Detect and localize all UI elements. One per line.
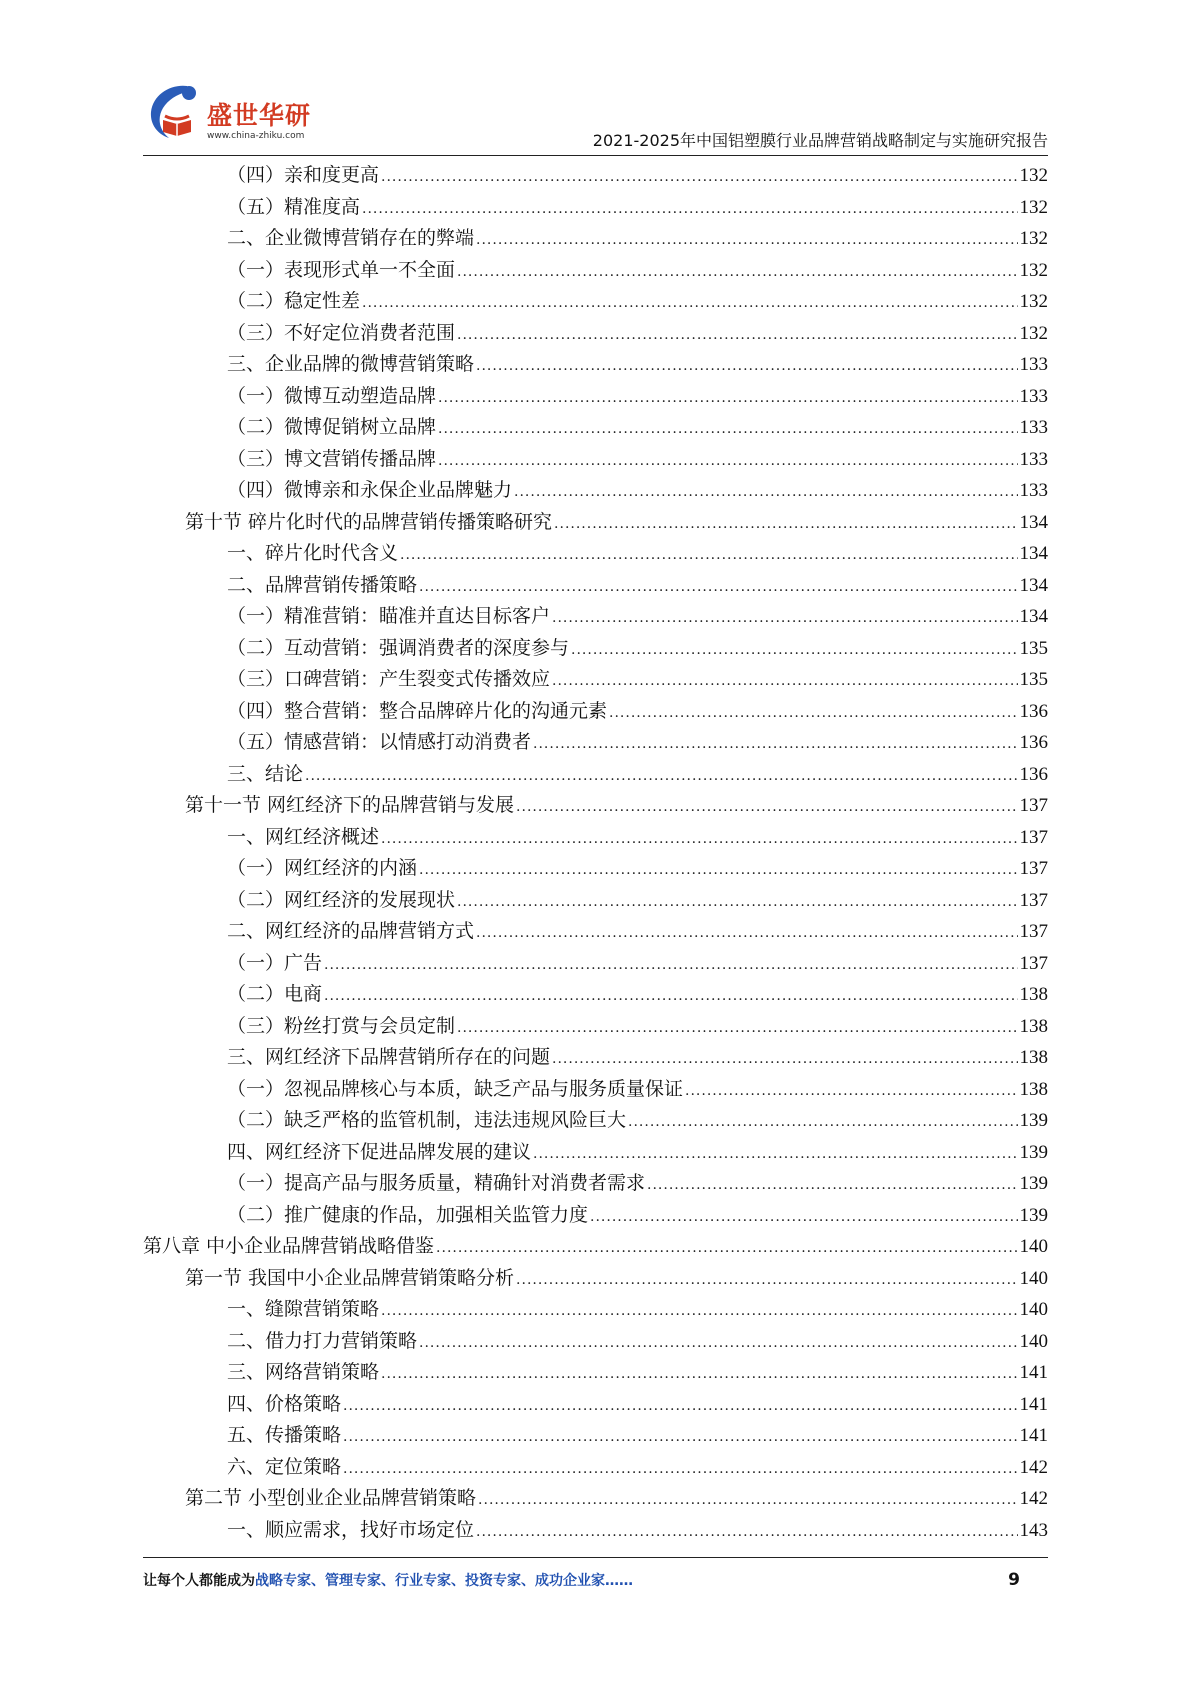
- toc-entry-title: 第一节 我国中小企业品牌营销策略分析: [185, 1266, 515, 1289]
- toc-entry[interactable]: [143, 664, 1048, 696]
- toc-entry[interactable]: [143, 916, 1048, 948]
- toc-leader-dots: [609, 696, 1017, 728]
- toc-entry-page: 134: [1019, 543, 1048, 564]
- toc-entry-page: 137: [1019, 921, 1048, 942]
- toc-entry[interactable]: [143, 1231, 1048, 1263]
- toc-entry-page: 135: [1019, 637, 1048, 659]
- toc-entry[interactable]: [143, 1294, 1048, 1326]
- toc-entry[interactable]: [143, 1042, 1048, 1074]
- toc-entry-page: 133: [1019, 417, 1048, 438]
- toc-entry-title: 四、网红经济下促进品牌发展的建议: [227, 1140, 532, 1163]
- toc-entry-title: （二）推广健康的作品，加强相关监管力度: [227, 1203, 589, 1226]
- toc-leader-dots: [457, 885, 1017, 917]
- company-logo: [143, 78, 323, 148]
- toc-leader-dots: [533, 727, 1017, 759]
- toc-entry[interactable]: [143, 570, 1048, 602]
- toc-entry-page: 139: [1019, 1141, 1048, 1163]
- toc-entry-title: （五）情感营销：以情感打动消费者: [227, 731, 532, 753]
- toc-entry-title: （一）忽视品牌核心与本质，缺乏产品与服务质量保证: [227, 1077, 684, 1100]
- toc-leader-dots: [400, 538, 1017, 570]
- toc-entry-page: 138: [1019, 1047, 1048, 1068]
- toc-entry-title: 二、借力打力营销策略: [227, 1329, 418, 1352]
- toc-entry-title: 一、网红经济概述: [227, 825, 380, 848]
- toc-entry[interactable]: [143, 255, 1048, 287]
- document-title: 2021-2025年中国铝塑膜行业品牌营销战略制定与实施研究报告: [592, 131, 1048, 150]
- footer-divider: [143, 1557, 1048, 1558]
- toc-entry[interactable]: [143, 633, 1048, 665]
- toc-entry-page: 143: [1019, 1519, 1048, 1541]
- toc-entry-page: 140: [1019, 1236, 1048, 1257]
- toc-entry[interactable]: [143, 223, 1048, 255]
- toc-leader-dots: [438, 412, 1017, 444]
- toc-entry-title: （一）网红经济的内涵: [227, 857, 418, 879]
- toc-entry-page: 136: [1019, 732, 1048, 753]
- toc-leader-dots: [381, 1357, 1017, 1389]
- toc-entry-title: （五）精准度高: [227, 195, 361, 218]
- toc-leader-dots: [554, 507, 1017, 539]
- toc-entry[interactable]: [143, 475, 1048, 507]
- toc-entry-page: 135: [1019, 669, 1048, 690]
- toc-entry[interactable]: [143, 790, 1048, 822]
- toc-entry-title: （三）不好定位消费者范围: [227, 321, 456, 344]
- toc-leader-dots: [362, 192, 1017, 224]
- toc-entry[interactable]: [143, 1515, 1048, 1547]
- toc-entry-title: （三）粉丝打赏与会员定制: [227, 1014, 456, 1037]
- toc-entry-page: 140: [1019, 1267, 1048, 1289]
- toc-entry-title: 三、网红经济下品牌营销所存在的问题: [227, 1046, 551, 1068]
- toc-entry-page: 139: [1019, 1110, 1048, 1131]
- toc-entry-page: 133: [1019, 448, 1048, 470]
- toc-entry-page: 141: [1019, 1425, 1048, 1446]
- toc-entry-title: 三、企业品牌的微博营销策略: [227, 353, 475, 375]
- toc-leader-dots: [457, 255, 1017, 287]
- toc-entry[interactable]: [143, 1357, 1048, 1389]
- toc-entry[interactable]: [143, 192, 1048, 224]
- toc-leader-dots: [516, 1263, 1017, 1295]
- toc-entry-title: 第十一节 网红经济下的品牌营销与发展: [185, 794, 515, 816]
- toc-entry-title: （二）电商: [227, 983, 323, 1005]
- toc-entry-title: 五、传播策略: [227, 1424, 342, 1446]
- logo-url: www.china-zhiku.com: [207, 131, 305, 141]
- toc-entry[interactable]: [143, 1168, 1048, 1200]
- toc-entry-title: （二）网红经济的发展现状: [227, 888, 456, 911]
- toc-entry-page: 137: [1019, 952, 1048, 974]
- toc-leader-dots: [590, 1200, 1017, 1232]
- toc-entry[interactable]: [143, 759, 1048, 791]
- toc-entry-page: 142: [1019, 1456, 1048, 1478]
- toc-leader-dots: [343, 1452, 1017, 1484]
- footer-slogan-highlight: 战略专家、管理专家、行业专家、投资专家、成功企业家……: [255, 1573, 633, 1589]
- toc-entry[interactable]: [143, 1011, 1048, 1043]
- toc-entry-title: 第八章 中小企业品牌营销战略借鉴: [143, 1235, 435, 1257]
- toc-entry-title: （一）广告: [227, 951, 323, 974]
- header-divider: [143, 155, 1048, 156]
- toc-leader-dots: [514, 475, 1017, 507]
- toc-leader-dots: [552, 1042, 1017, 1074]
- toc-entry-page: 140: [1019, 1330, 1048, 1352]
- toc-entry-title: （一）提高产品与服务质量，精确针对消费者需求: [227, 1172, 646, 1194]
- toc-leader-dots: [476, 1515, 1017, 1547]
- toc-entry-page: 138: [1019, 1078, 1048, 1100]
- toc-leader-dots: [438, 381, 1017, 413]
- toc-entry-page: 142: [1019, 1488, 1048, 1509]
- toc-entry[interactable]: [143, 601, 1048, 633]
- toc-entry-page: 139: [1019, 1204, 1048, 1226]
- toc-entry[interactable]: [143, 349, 1048, 381]
- toc-entry-page: 133: [1019, 354, 1048, 375]
- toc-entry[interactable]: [143, 1200, 1048, 1232]
- toc-entry-page: 137: [1019, 795, 1048, 816]
- toc-entry[interactable]: [143, 1452, 1048, 1484]
- toc-leader-dots: [362, 286, 1017, 318]
- toc-entry-page: 133: [1019, 480, 1048, 501]
- toc-leader-dots: [685, 1074, 1017, 1106]
- toc-leader-dots: [438, 444, 1017, 476]
- toc-entry-title: 四、价格策略: [227, 1392, 342, 1415]
- toc-entry-page: 132: [1019, 228, 1048, 249]
- toc-leader-dots: [478, 1483, 1017, 1515]
- toc-entry-title: （二）稳定性差: [227, 290, 361, 312]
- toc-entry-page: 132: [1019, 322, 1048, 344]
- toc-leader-dots: [381, 822, 1017, 854]
- toc-entry[interactable]: [143, 507, 1048, 539]
- toc-entry[interactable]: [143, 318, 1048, 350]
- toc-entry[interactable]: [143, 885, 1048, 917]
- toc-entry-page: 141: [1019, 1393, 1048, 1415]
- toc-leader-dots: [476, 916, 1017, 948]
- toc-entry[interactable]: [143, 948, 1048, 980]
- toc-entry-page: 136: [1019, 763, 1048, 785]
- toc-entry[interactable]: [143, 696, 1048, 728]
- toc-entry-title: （二）互动营销：强调消费者的深度参与: [227, 636, 570, 659]
- toc-entry-title: （二）微博促销树立品牌: [227, 416, 437, 438]
- toc-entry-page: 133: [1019, 385, 1048, 407]
- toc-entry-title: 三、结论: [227, 762, 304, 785]
- toc-leader-dots: [457, 318, 1017, 350]
- toc-entry-title: （四）亲和度更高: [227, 164, 380, 186]
- toc-entry-title: （一）表现形式单一不全面: [227, 258, 456, 281]
- table-of-contents: [143, 160, 1048, 1546]
- toc-leader-dots: [476, 349, 1017, 381]
- toc-entry-page: 132: [1019, 196, 1048, 218]
- toc-entry[interactable]: [143, 853, 1048, 885]
- toc-entry-page: 132: [1019, 259, 1048, 281]
- footer-slogan-prefix: 让每个人都能成为: [143, 1573, 255, 1589]
- toc-leader-dots: [419, 1326, 1017, 1358]
- toc-leader-dots: [324, 948, 1017, 980]
- toc-leader-dots: [628, 1105, 1017, 1137]
- toc-leader-dots: [305, 759, 1017, 791]
- toc-entry[interactable]: [143, 1326, 1048, 1358]
- toc-leader-dots: [516, 790, 1017, 822]
- toc-entry-title: （四）整合营销：整合品牌碎片化的沟通元素: [227, 699, 608, 722]
- toc-entry-page: 137: [1019, 858, 1048, 879]
- page-footer: [143, 1570, 1048, 1596]
- page-number: 9: [1008, 1570, 1020, 1590]
- toc-entry-page: 136: [1019, 700, 1048, 722]
- toc-entry-title: 二、网红经济的品牌营销方式: [227, 920, 475, 942]
- toc-leader-dots: [324, 979, 1017, 1011]
- toc-entry-title: （二）缺乏严格的监管机制，违法违规风险巨大: [227, 1109, 627, 1131]
- toc-entry-page: 138: [1019, 984, 1048, 1005]
- toc-entry-page: 137: [1019, 889, 1048, 911]
- toc-leader-dots: [552, 601, 1017, 633]
- toc-leader-dots: [457, 1011, 1017, 1043]
- toc-leader-dots: [552, 664, 1017, 696]
- logo-mark-icon: [143, 80, 207, 144]
- toc-entry[interactable]: [143, 1483, 1048, 1515]
- toc-entry-title: 一、碎片化时代含义: [227, 542, 399, 564]
- toc-entry-title: 三、网络营销策略: [227, 1361, 380, 1383]
- toc-entry-page: 132: [1019, 165, 1048, 186]
- toc-entry-title: （四）微博亲和永保企业品牌魅力: [227, 479, 513, 501]
- toc-entry-page: 137: [1019, 826, 1048, 848]
- toc-leader-dots: [419, 853, 1017, 885]
- toc-leader-dots: [647, 1168, 1017, 1200]
- toc-entry-page: 134: [1019, 511, 1048, 533]
- toc-entry[interactable]: [143, 1074, 1048, 1106]
- toc-entry[interactable]: [143, 1420, 1048, 1452]
- toc-entry[interactable]: [143, 1137, 1048, 1169]
- toc-entry-title: 第十节 碎片化时代的品牌营销传播策略研究: [185, 510, 553, 533]
- toc-leader-dots: [343, 1389, 1017, 1421]
- toc-entry[interactable]: [143, 1105, 1048, 1137]
- toc-entry-title: 一、缝隙营销策略: [227, 1298, 380, 1320]
- toc-leader-dots: [381, 1294, 1017, 1326]
- toc-leader-dots: [436, 1231, 1017, 1263]
- toc-entry[interactable]: [143, 979, 1048, 1011]
- toc-entry-title: （三）博文营销传播品牌: [227, 447, 437, 470]
- toc-entry-page: 134: [1019, 574, 1048, 596]
- toc-leader-dots: [476, 223, 1017, 255]
- toc-entry[interactable]: [143, 538, 1048, 570]
- toc-entry[interactable]: [143, 412, 1048, 444]
- toc-entry[interactable]: [143, 381, 1048, 413]
- toc-entry-title: （三）口碑营销：产生裂变式传播效应: [227, 668, 551, 690]
- toc-entry-title: 六、定位策略: [227, 1455, 342, 1478]
- toc-entry-title: 二、企业微博营销存在的弊端: [227, 227, 475, 249]
- toc-entry[interactable]: [143, 444, 1048, 476]
- toc-leader-dots: [381, 160, 1017, 192]
- toc-leader-dots: [343, 1420, 1017, 1452]
- page-header: [143, 78, 1048, 158]
- toc-entry-title: 一、顺应需求，找好市场定位: [227, 1518, 475, 1541]
- toc-leader-dots: [419, 570, 1017, 602]
- toc-entry-page: 132: [1019, 291, 1048, 312]
- toc-entry-title: 第二节 小型创业企业品牌营销策略: [185, 1487, 477, 1509]
- toc-leader-dots: [571, 633, 1017, 665]
- toc-entry-page: 140: [1019, 1299, 1048, 1320]
- logo-text: 盛世华研: [207, 101, 312, 130]
- toc-leader-dots: [533, 1137, 1017, 1169]
- toc-entry[interactable]: [143, 1263, 1048, 1295]
- toc-entry-page: 139: [1019, 1173, 1048, 1194]
- toc-entry[interactable]: [143, 727, 1048, 759]
- toc-entry-title: （一）微博互动塑造品牌: [227, 384, 437, 407]
- toc-entry-title: 二、品牌营销传播策略: [227, 573, 418, 596]
- toc-entry[interactable]: [143, 1389, 1048, 1421]
- toc-entry[interactable]: [143, 822, 1048, 854]
- toc-entry-title: （一）精准营销：瞄准并直达目标客户: [227, 605, 551, 627]
- toc-entry[interactable]: [143, 286, 1048, 318]
- toc-entry-page: 141: [1019, 1362, 1048, 1383]
- toc-entry-page: 138: [1019, 1015, 1048, 1037]
- toc-entry[interactable]: [143, 160, 1048, 192]
- toc-entry-page: 134: [1019, 606, 1048, 627]
